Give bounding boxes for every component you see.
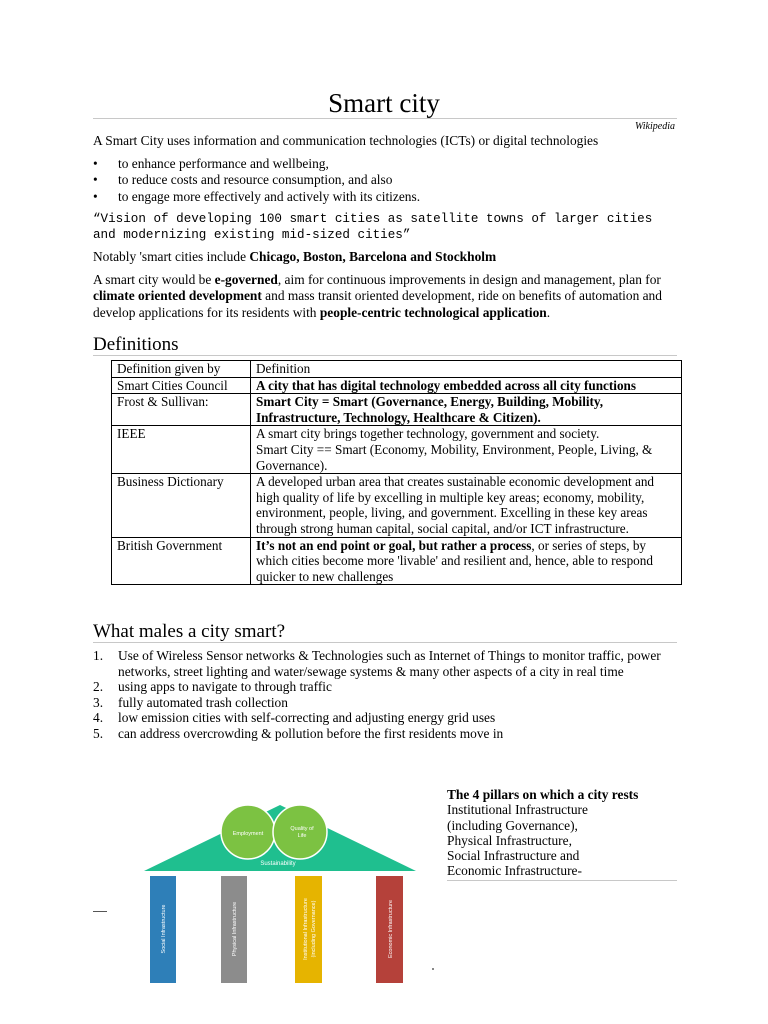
pillar-economic-label: Economic Infrastructure [388,899,394,959]
egov-text-2: , aim for continuous improvements in design and management, plan for [277,272,661,287]
definition-line: A smart city brings together technology, government and society. [256,426,600,442]
smart-list [93,648,673,742]
pillars-heading: The 4 pillars on which a city rests [447,787,639,802]
table-header-row [112,361,682,378]
table-row [112,394,682,426]
definition-bold: It’s not an end point or goal, but rather a process [256,537,532,553]
definition-text [251,537,682,585]
intro-bullet: • to reduce costs and resource consumption, and also [93,172,683,188]
list-number: 4. [93,710,104,726]
pillar-line: Social Infrastructure and [447,848,580,864]
stray-dot [432,968,434,970]
quality-label-1: Quality of [290,826,314,832]
pillar-physical-label: Physical Infrastructure [232,901,238,957]
pillar-line: Economic Infrastructure- [447,863,582,879]
egov-text-1: A smart city would be [93,272,215,287]
list-item [93,695,673,711]
intro-bullet-list [93,156,683,205]
list-text: Use of Wireless Sensor networks & Technologies such as Internet of Things to monitor traffic, power networks, street lighting and water/sewage systems & many other aspects of a city in real time [118,648,661,679]
definition-text [251,426,682,474]
intro-bullet: • to enhance performance and wellbeing, [93,156,683,172]
vision-quote: “Vision of developing 100 smart cities as satellite towns of larger cities and modernizing existing mid-sized cities” [93,212,653,243]
definition-source: IEEE [112,426,251,474]
definition-source: Frost & Sullivan: [112,394,251,426]
pillar-line: Physical Infrastructure, [447,832,572,848]
smart-rule [93,642,677,643]
definition-bold: A city that has digital technology embedded across all city functions [256,377,637,393]
egov-text-4: . [546,304,551,320]
table-row [112,537,682,585]
definition-source: British Government [112,537,251,585]
pillars-rule [447,880,677,881]
sustainability-label: Sustainability [260,861,296,867]
pillar-social-label: Social Infrastructure [161,904,167,954]
pillars-diagram [140,803,420,983]
stray-dash [93,911,107,912]
definition-text: A developed urban area that creates sustainable economic development and high quality of life by excelling in multiple key areas; economy, mobility, environment, people, living, and government. Excelling in these key areas through strong human capital, social capital, and/or ICT infrastructure. [251,474,682,537]
egov-bold-2: climate oriented development [93,288,262,304]
table-row [112,474,682,537]
definition-text [251,377,682,394]
list-number: 1. [93,648,104,663]
list-item [93,726,673,742]
table-row [112,377,682,394]
egov-text-3: and mass transit oriented development, ride on benefits of automation and develop applications for its residents with [93,288,662,320]
list-text: using apps to navigate to through traffic [118,679,332,695]
list-item [93,710,673,726]
definition-rest: , or series of steps, by which cities become more 'livable' and resilient and, hence, able to respond quicker to new challenges [256,537,653,584]
list-text: low emission cities with self-correcting and adjusting energy grid uses [118,710,496,726]
egov-bold-3: people-centric technological application [319,304,547,320]
definition-source: Smart Cities Council [112,377,251,394]
list-item [93,679,673,695]
notable-cities-list: Chicago, Boston, Barcelona and Stockholm [249,249,497,264]
pillar-line: Institutional Infrastructure [447,802,588,818]
intro-text: A Smart City uses information and communication technologies (ICTs) or digital technologies [93,133,599,148]
notable-cities [93,249,683,265]
source-label: Wikipedia [635,121,675,132]
definition-line: Smart City == Smart (Economy, Mobility, Environment, People, Living, & Governance). [256,441,653,473]
pillar-line: (including Governance), [447,817,578,833]
egov-paragraph [93,272,685,321]
header-cell-by: Definition given by [112,361,251,378]
definition-bold: Smart City = Smart (Governance, Energy, Building, Mobility, Infrastructure, Technology, Healthcare & Citizen). [256,394,604,425]
pillar-institutional-label-1: Institutional Infrastructure [303,898,309,960]
pillars-diagram-svg [140,803,420,983]
list-item [93,648,673,679]
table-row [112,426,682,474]
definitions-table [111,360,682,585]
header-cell-definition: Definition [251,361,682,378]
egov-bold-1: e-governed [214,272,278,287]
definition-source: Business Dictionary [112,474,251,537]
quality-label-2: Life [297,833,307,839]
list-text: can address overcrowding & pollution before the first residents move in [118,725,504,741]
pillar-institutional-label-2: (including Governance) [311,900,317,958]
notable-prefix: Notably 'smart cities include [93,249,250,264]
definition-text [251,394,682,426]
list-text: fully automated trash collection [118,694,288,710]
smart-heading: What males a city smart? [93,621,286,642]
list-number: 3. [93,694,104,710]
page-title: Smart city [328,88,440,118]
definitions-heading: Definitions [93,334,179,355]
employment-label: Employment [232,831,264,837]
pillars-text [447,787,677,879]
list-number: 2. [93,679,104,695]
title-rule [93,118,677,119]
intro-bullet: • to engage more effectively and actively with its citizens. [93,189,683,205]
quality-circle [273,805,327,859]
list-number: 5. [93,725,104,741]
definitions-rule [93,355,677,356]
